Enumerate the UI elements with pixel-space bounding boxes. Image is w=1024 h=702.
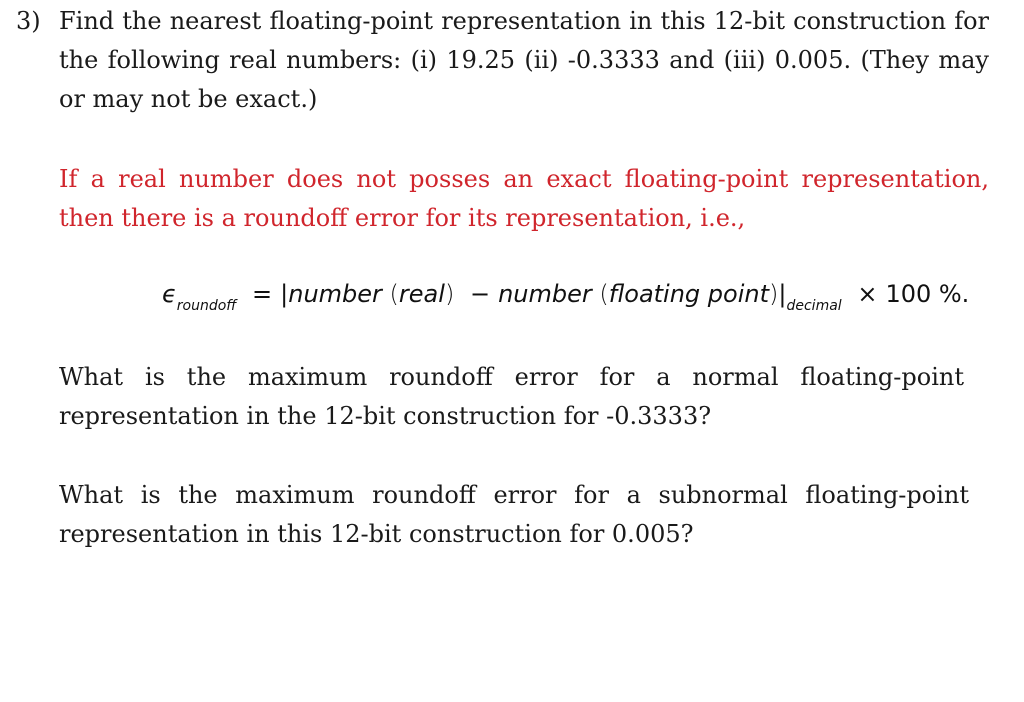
epsilon-subscript: roundoff [176,298,237,314]
abs-bar-close: | [778,280,787,308]
abs-bar-open: | [280,280,289,308]
question-normal: What is the maximum roundoff error for a normal floating-point representation in the 12-bit construction for -0.3333? [59,363,964,430]
problem-number: 3) [16,7,41,35]
times-sign: × [857,280,878,308]
arg-real: real [398,280,445,308]
equals-sign: = [252,280,273,308]
minus-sign: − [469,280,491,308]
percent-term: 100 %. [885,280,970,308]
roundoff-formula [162,274,969,318]
paren-open-1: ( [389,280,399,308]
paren-close-1: ) [444,280,455,308]
arg-floating-point: floating point [608,280,770,308]
term-number-2: number [498,280,592,308]
paren-open-2: ( [599,280,609,308]
decimal-subscript: decimal [786,298,842,314]
problem-intro: Find the nearest floating-point representation in this 12-bit construction for the following real numbers: (i) 19.25 (ii) -0.3333 and (iii) 0.005. (They may or may not be exact.) [59,7,989,113]
paren-close-2: ) [769,280,779,308]
term-number-1: number [288,280,382,308]
roundoff-note: If a real number does not posses an exact floating-point representation, then there is a roundoff error for its representation, i.e., [59,165,989,232]
epsilon-symbol: ϵ [162,280,177,308]
question-subnormal: What is the maximum roundoff error for a subnormal floating-point representation in this 12-bit construction for 0.005? [59,481,969,548]
